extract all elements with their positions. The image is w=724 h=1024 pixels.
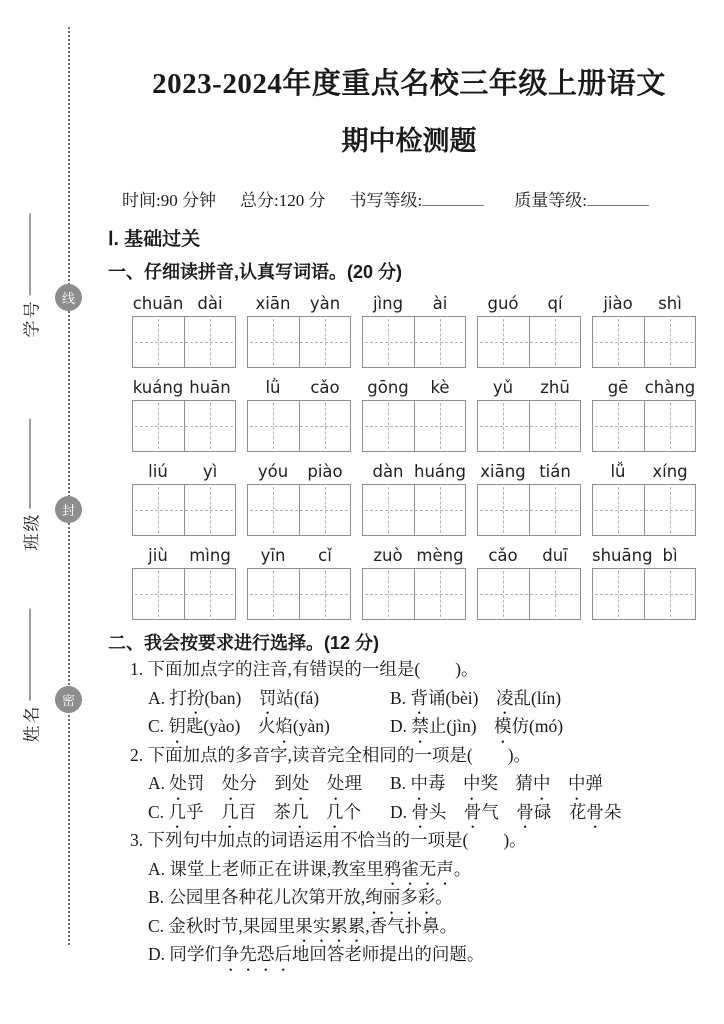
writing-cell[interactable] — [248, 401, 299, 451]
writing-box[interactable] — [477, 400, 581, 452]
pinyin-area — [132, 294, 710, 620]
pinyin-syllable: shuāng — [592, 546, 653, 566]
pinyin-group — [362, 546, 466, 620]
option: B. 背诵(bèi) 凌乱(lín) — [390, 684, 561, 713]
pinyin-syllables — [592, 294, 696, 316]
pinyin-group — [477, 378, 581, 452]
emphasized-char: 几 — [290, 801, 309, 822]
pinyin-group — [132, 462, 236, 536]
emphasized-char: 处 — [291, 773, 310, 794]
pinyin-syllable: jiào — [603, 294, 633, 314]
pinyin-group — [477, 294, 581, 368]
emphasized-char: 先 — [239, 944, 257, 965]
writing-cell[interactable] — [414, 485, 466, 535]
pinyin-syllable: yóu — [257, 462, 289, 482]
pinyin-syllables — [132, 546, 236, 568]
emphasized-char: 多 — [400, 887, 418, 908]
writing-cell[interactable] — [299, 401, 351, 451]
writing-cell[interactable] — [248, 317, 299, 367]
option-row — [148, 940, 710, 969]
emphasized-char: 中 — [410, 773, 428, 794]
emphasized-char: 几 — [325, 801, 344, 822]
pinyin-syllable: lǜ — [265, 378, 281, 398]
option-row — [148, 855, 710, 884]
writing-box[interactable] — [132, 400, 236, 452]
writing-box[interactable] — [592, 568, 696, 620]
pinyin-group — [362, 378, 466, 452]
writing-cell[interactable] — [363, 317, 414, 367]
class-blank[interactable] — [30, 419, 31, 509]
pinyin-syllable: yàn — [309, 294, 341, 314]
pinyin-syllable: duī — [542, 546, 568, 566]
seal-stamp-xian: 线 — [55, 284, 82, 311]
emphasized-char: 后 — [274, 944, 292, 965]
writing-cell[interactable] — [529, 485, 581, 535]
pinyin-syllables — [362, 546, 466, 568]
pinyin-syllable: zuò — [373, 546, 403, 566]
writing-cell[interactable] — [478, 317, 529, 367]
emphasized-char: 中 — [532, 773, 551, 794]
pinyin-syllable: mèng — [416, 546, 464, 566]
writing-cell[interactable] — [133, 401, 184, 451]
emphasized-char: 焰 — [275, 716, 293, 737]
pinyin-syllables — [477, 378, 581, 400]
writing-cell[interactable] — [133, 317, 184, 367]
class-label: 班级 — [22, 512, 42, 551]
emphasized-char: 中 — [567, 773, 586, 794]
option: B. 中毒 中奖 猜中 中弹 — [390, 769, 603, 798]
option-row — [148, 712, 710, 741]
pinyin-row — [132, 462, 710, 536]
writing-cell[interactable] — [593, 485, 644, 535]
quality-grade-blank[interactable] — [587, 191, 649, 206]
name-field — [18, 601, 43, 743]
emphasized-char: 实 — [312, 915, 331, 936]
pinyin-syllable: cǐ — [318, 546, 332, 566]
emphasized-char: 几 — [220, 801, 239, 822]
pinyin-syllable: dài — [197, 294, 223, 314]
pinyin-syllable: kè — [430, 378, 450, 398]
emphasized-char: 中 — [462, 773, 481, 794]
option: D. 同学们争先恐后地回答老师提出的问题。 — [148, 940, 484, 969]
name-label: 姓名 — [22, 704, 42, 743]
pinyin-syllables — [247, 294, 351, 316]
pinyin-syllables — [247, 378, 351, 400]
pinyin-syllable: yǔ — [492, 378, 514, 398]
pinyin-syllable: cǎo — [488, 546, 518, 566]
writing-grade-blank[interactable] — [422, 191, 484, 206]
option: B. 公园里各种花儿次第开放,绚丽多彩。 — [148, 883, 453, 912]
pinyin-syllable: jìng — [372, 294, 404, 314]
pinyin-syllables — [132, 378, 236, 400]
emphasized-char: 扮 — [186, 687, 205, 708]
pinyin-group — [247, 462, 351, 536]
option: C. 几乎 几百 茶几 几个 — [148, 798, 390, 827]
pinyin-syllables — [477, 462, 581, 484]
pinyin-group — [247, 294, 351, 368]
pinyin-syllables — [592, 378, 696, 400]
emphasized-char: 骨 — [586, 801, 604, 822]
pinyin-syllable: zhū — [540, 378, 570, 398]
writing-box[interactable] — [592, 316, 696, 368]
pinyin-syllable: huáng — [414, 462, 466, 482]
writing-box[interactable] — [477, 484, 581, 536]
emphasized-char: 鸦 — [383, 858, 402, 879]
emphasized-char: 无 — [418, 858, 437, 879]
writing-box[interactable] — [592, 484, 696, 536]
emphasized-char: 丽 — [382, 887, 401, 908]
pinyin-syllable: qí — [547, 294, 563, 314]
option-row — [148, 883, 710, 912]
writing-box[interactable] — [132, 568, 236, 620]
paper-subtitle: 期中检测题 — [341, 126, 477, 157]
writing-cell[interactable] — [184, 485, 236, 535]
writing-cell[interactable] — [644, 317, 696, 367]
emphasized-char: 累 — [347, 915, 366, 936]
writing-cell[interactable] — [363, 401, 414, 451]
pinyin-syllable: yīn — [260, 546, 286, 566]
emphasized-char: 模 — [494, 716, 512, 737]
emphasized-char: 争 — [221, 944, 240, 965]
emphasized-char: 处 — [221, 773, 240, 794]
writing-cell[interactable] — [414, 401, 466, 451]
emphasized-char: 处 — [169, 773, 187, 794]
emphasized-char: 背 — [410, 687, 428, 708]
student-number-field — [18, 206, 43, 338]
pinyin-syllable: dàn — [372, 462, 404, 482]
name-blank[interactable] — [30, 609, 31, 701]
question-stem: 1. 下面加点字的注音,有错误的一组是( )。 — [130, 659, 479, 680]
pinyin-syllables — [362, 378, 466, 400]
pinyin-syllables — [477, 294, 581, 316]
emphasized-char: 骨 — [411, 801, 429, 822]
writing-cell[interactable] — [529, 569, 581, 619]
emphasized-char: 凌 — [495, 687, 514, 708]
paper-title: 2023-2024年度重点名校三年级上册语文 — [152, 68, 666, 100]
seal-dotted-line — [68, 27, 70, 945]
total-score-info: 总分:120 分 — [239, 191, 326, 211]
pinyin-syllables — [362, 294, 466, 316]
writing-cell[interactable] — [363, 485, 414, 535]
writing-box[interactable] — [247, 568, 351, 620]
writing-grade-label: 书写等级: — [349, 191, 423, 211]
pinyin-syllable: shì — [658, 294, 682, 314]
section-two-heading: 二、我会按要求进行选择。(12 分) — [108, 633, 380, 654]
writing-box[interactable] — [477, 316, 581, 368]
writing-cell[interactable] — [593, 317, 644, 367]
emphasized-char: 处 — [326, 773, 345, 794]
pinyin-group — [247, 378, 351, 452]
option: A. 课堂上老师正在讲课,教室里鸦雀无声。 — [148, 855, 471, 884]
pinyin-syllables — [362, 462, 466, 484]
option: D. 禁止(jìn) 模仿(mó) — [390, 712, 563, 741]
part1-heading: Ⅰ. 基础过关 — [108, 229, 201, 251]
emphasized-char: 几 — [168, 801, 186, 822]
writing-cell[interactable] — [529, 317, 581, 367]
exam-info-row — [122, 186, 710, 211]
writing-cell[interactable] — [644, 485, 696, 535]
pinyin-row — [132, 294, 710, 368]
pinyin-group — [362, 294, 466, 368]
pinyin-group — [592, 546, 696, 620]
pinyin-syllable: gōng — [367, 378, 409, 398]
pinyin-syllable: lǚ — [610, 462, 626, 482]
question-block — [108, 826, 710, 969]
pinyin-syllable: xiān — [255, 294, 291, 314]
pinyin-syllable: yì — [202, 462, 218, 482]
questions — [108, 655, 710, 969]
pinyin-syllable: ài — [432, 294, 448, 314]
emphasized-char: 钥 — [168, 716, 186, 737]
emphasized-char: 彩 — [417, 887, 436, 908]
writing-box[interactable] — [592, 400, 696, 452]
option: C. 金秋时节,果园里果实累累,香气扑鼻。 — [148, 912, 457, 941]
pinyin-group — [477, 462, 581, 536]
writing-box[interactable] — [247, 400, 351, 452]
pinyin-syllable: cǎo — [310, 378, 340, 398]
writing-cell[interactable] — [478, 485, 529, 535]
writing-cell[interactable] — [299, 569, 351, 619]
pinyin-syllable: xiāng — [480, 462, 526, 482]
writing-box[interactable] — [247, 316, 351, 368]
pinyin-syllable: mìng — [189, 546, 231, 566]
writing-cell[interactable] — [363, 569, 414, 619]
writing-cell[interactable] — [644, 569, 696, 619]
seal-stamp-mi: 密 — [55, 686, 82, 713]
writing-box[interactable] — [362, 568, 466, 620]
emphasized-char: 雀 — [401, 858, 419, 879]
pinyin-syllable: jiù — [148, 546, 168, 566]
writing-cell[interactable] — [248, 569, 299, 619]
pinyin-group — [592, 462, 696, 536]
writing-cell[interactable] — [184, 401, 236, 451]
pinyin-syllable: guó — [487, 294, 519, 314]
pinyin-group — [477, 546, 581, 620]
writing-cell[interactable] — [593, 569, 644, 619]
emphasized-char: 禁 — [411, 716, 429, 737]
option: C. 钥匙(yào) 火焰(yàn) — [148, 712, 390, 741]
question-block — [108, 741, 710, 827]
writing-cell[interactable] — [299, 317, 351, 367]
emphasized-char: 累 — [330, 915, 348, 936]
pinyin-group — [592, 378, 696, 452]
question-stem: 2. 下面加点的多音字,读音完全相同的一项是( )。 — [130, 744, 532, 765]
pinyin-row — [132, 546, 710, 620]
pinyin-row — [132, 378, 710, 452]
pinyin-syllable: piào — [307, 462, 343, 482]
question-stem: 3. 下列句中加点的词语运用不恰当的一项是( )。 — [130, 830, 527, 851]
option: A. 打扮(ban) 罚站(fá) — [148, 684, 390, 713]
question-block — [108, 655, 710, 741]
writing-cell[interactable] — [529, 401, 581, 451]
emphasized-char: 声 — [436, 858, 454, 879]
writing-box[interactable] — [132, 484, 236, 536]
writing-cell[interactable] — [478, 569, 529, 619]
emphasized-char: 绚 — [365, 887, 383, 908]
writing-cell[interactable] — [133, 569, 184, 619]
question-area — [108, 629, 710, 969]
option: D. 骨头 骨气 骨碌 花骨朵 — [390, 798, 621, 827]
pinyin-syllables — [592, 546, 696, 568]
writing-cell[interactable] — [478, 401, 529, 451]
option-row — [148, 798, 710, 827]
pinyin-syllable: huān — [189, 378, 231, 398]
pinyin-syllables — [132, 462, 236, 484]
writing-box[interactable] — [247, 484, 351, 536]
pinyin-syllables — [247, 546, 351, 568]
pinyin-group — [132, 546, 236, 620]
main-content — [108, 0, 710, 969]
pinyin-group — [362, 462, 466, 536]
pinyin-group — [132, 378, 236, 452]
section-one-heading: 一、仔细读拼音,认真写词语。(20 分) — [108, 262, 403, 283]
pinyin-syllable: xíng — [652, 462, 688, 482]
pinyin-syllables — [477, 546, 581, 568]
pinyin-syllable: chuān — [132, 294, 184, 314]
writing-cell[interactable] — [299, 485, 351, 535]
option: A. 处罚 处分 到处 处理 — [148, 769, 390, 798]
pinyin-syllable: kuáng — [132, 378, 184, 398]
writing-cell[interactable] — [133, 485, 184, 535]
writing-cell[interactable] — [414, 317, 466, 367]
student-number-label: 学号 — [22, 299, 42, 338]
seal-stamp-feng: 封 — [55, 496, 82, 523]
writing-cell[interactable] — [644, 401, 696, 451]
emphasized-char: 骨 — [516, 801, 534, 822]
writing-box[interactable] — [362, 484, 466, 536]
class-field — [18, 411, 43, 551]
option-row — [148, 684, 710, 713]
option-row — [148, 769, 710, 798]
writing-cell[interactable] — [248, 485, 299, 535]
writing-box[interactable] — [132, 316, 236, 368]
pinyin-syllable: gē — [607, 378, 629, 398]
pinyin-syllables — [592, 462, 696, 484]
writing-cell[interactable] — [593, 401, 644, 451]
pinyin-group — [132, 294, 236, 368]
writing-cell[interactable] — [414, 569, 466, 619]
writing-cell[interactable] — [184, 569, 236, 619]
emphasized-char: 果 — [295, 915, 313, 936]
pinyin-syllables — [247, 462, 351, 484]
emphasized-char: 罚 — [258, 687, 277, 708]
writing-box[interactable] — [362, 400, 466, 452]
pinyin-syllable: tián — [539, 462, 571, 482]
quality-grade-label: 质量等级: — [514, 191, 587, 211]
pinyin-syllables — [132, 294, 236, 316]
writing-cell[interactable] — [184, 317, 236, 367]
pinyin-group — [592, 294, 696, 368]
writing-box[interactable] — [477, 568, 581, 620]
pinyin-syllable: bì — [662, 546, 678, 566]
pinyin-group — [247, 546, 351, 620]
emphasized-char: 恐 — [256, 944, 275, 965]
writing-box[interactable] — [362, 316, 466, 368]
pinyin-syllable: chàng — [644, 378, 696, 398]
emphasized-char: 骨 — [463, 801, 482, 822]
student-number-blank[interactable] — [30, 214, 31, 296]
pinyin-syllable: liú — [148, 462, 168, 482]
time-info: 时间:90 分钟 — [122, 191, 216, 211]
